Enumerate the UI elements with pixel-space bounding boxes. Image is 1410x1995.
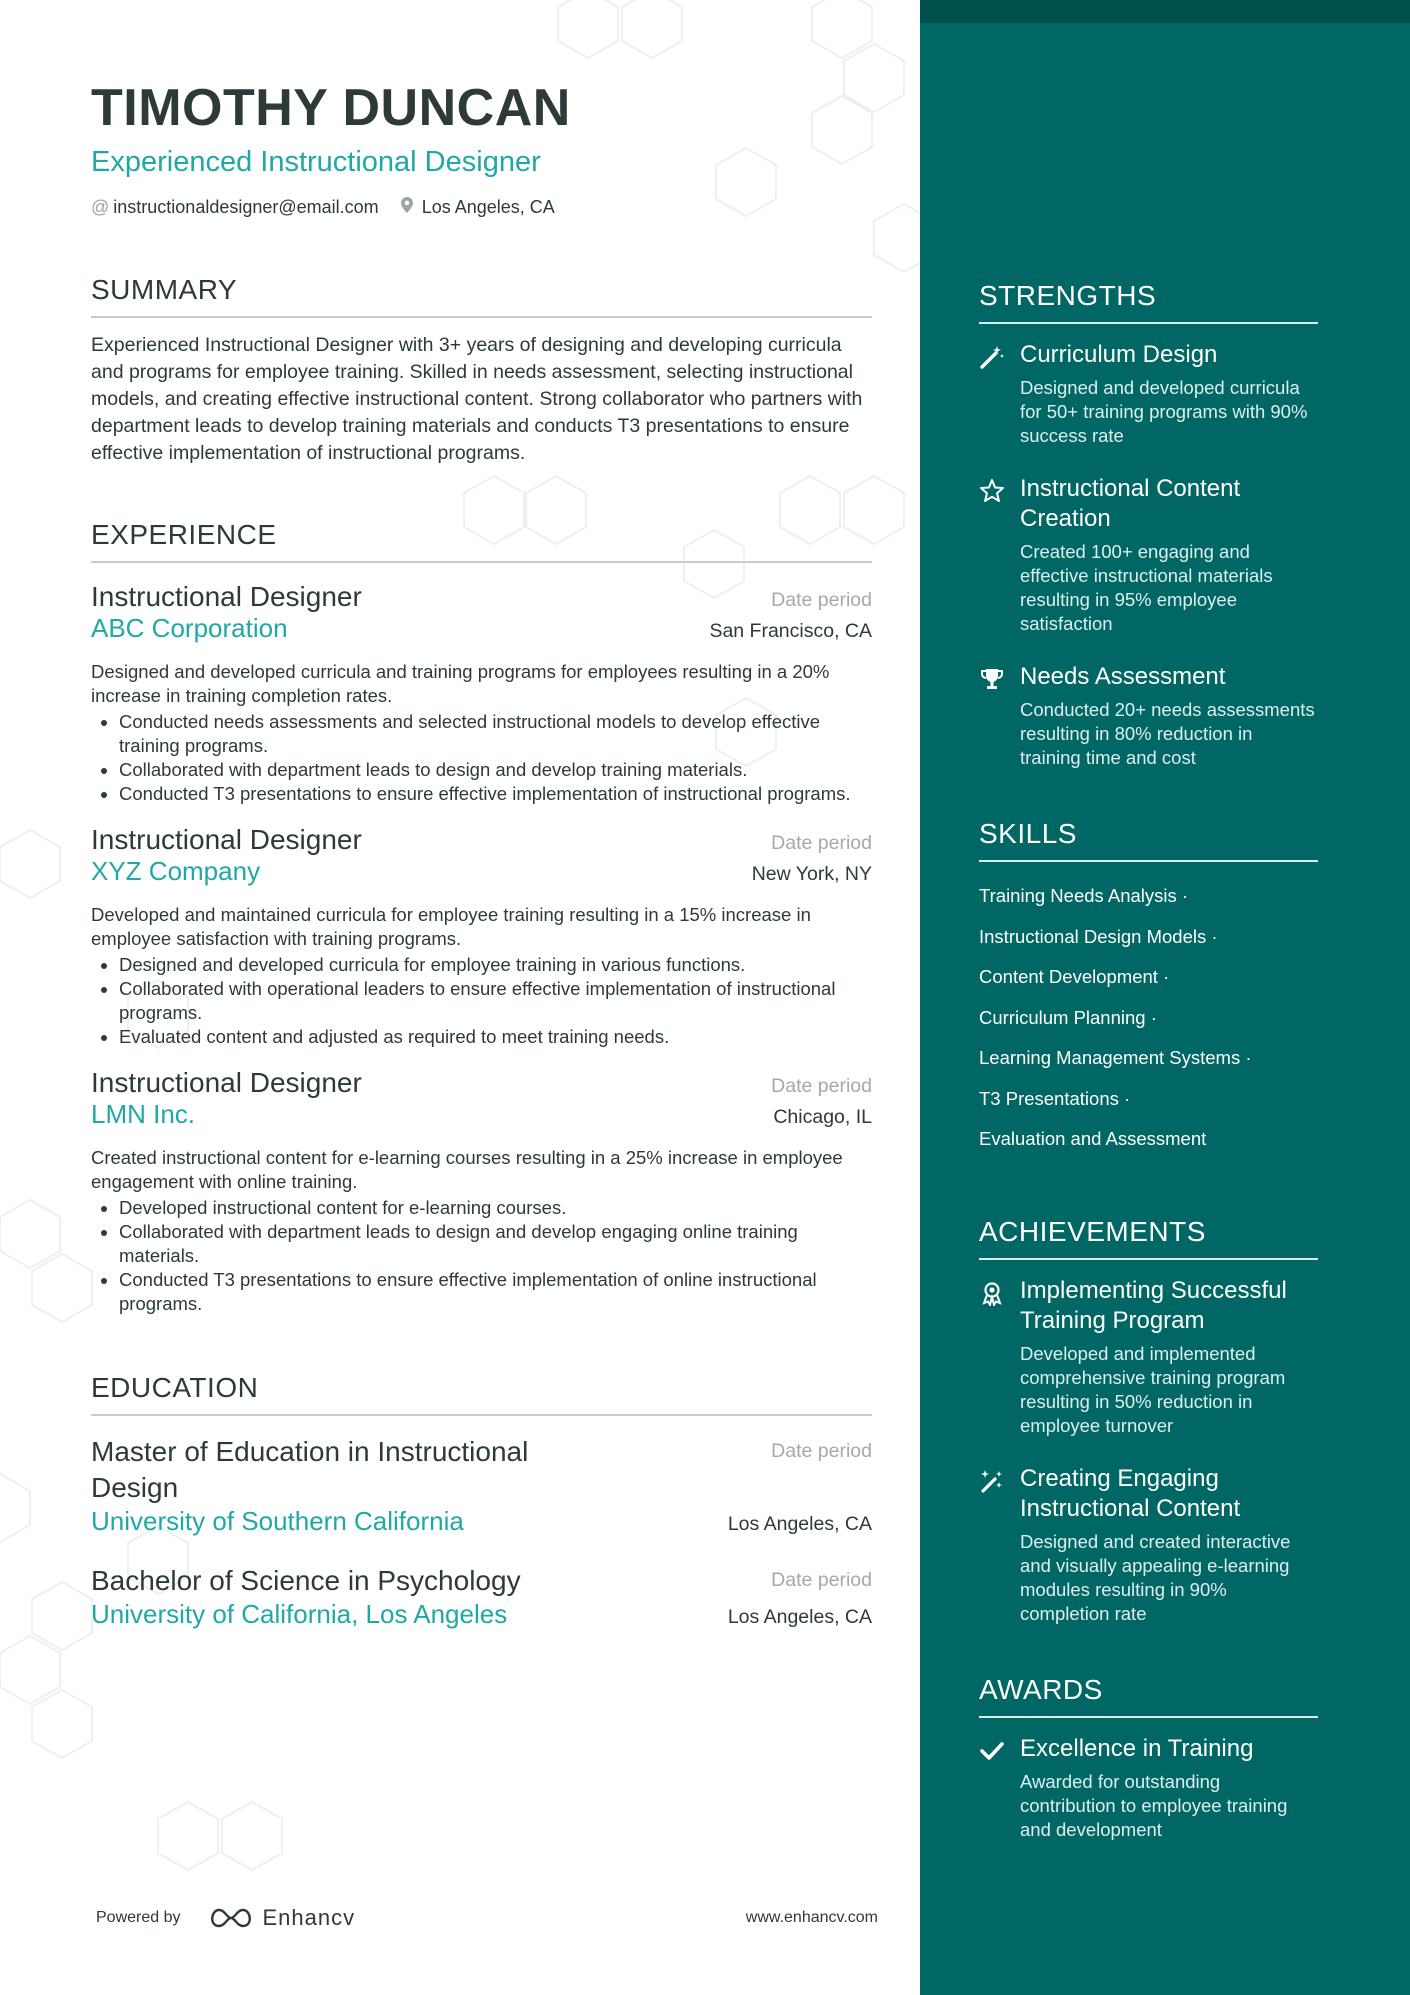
at-sign-icon: @ [91,197,110,217]
achievement-title: Creating Engaging Instructional Content [1020,1464,1241,1522]
job-bullets [91,953,872,1049]
achievement-description: Developed and implemented comprehensive training program resulting in 50% reduction in employee turnover [1020,1342,1286,1436]
skill-item: Training Needs Analysis · [979,885,1189,906]
awards-heading: AWARDS [979,1674,1318,1718]
strength-description: Designed and developed curricula for 50+ training programs with 90% success rate [1020,377,1308,446]
website-link[interactable]: www.enhancv.com [745,1909,878,1926]
job-bullet: • Conducted T3 presentations to ensure effective implementation of online instructional programs. [119,1268,872,1316]
location-pin-icon [401,197,418,217]
location-contact [401,197,555,218]
job-title: Instructional Designer [91,1067,362,1098]
candidate-name: TIMOTHY DUNCAN [91,79,571,137]
degree-title: Bachelor of Science in Psychology [91,1565,521,1596]
experience-entry [91,581,872,806]
company-name: XYZ Company [91,856,261,886]
job-bullet: • Collaborated with department leads to design and develop engaging online training materials. [119,1220,872,1268]
enhancv-logo[interactable] [207,1905,356,1931]
school-location: Los Angeles, CA [727,1513,872,1535]
skill-item: T3 Presentations · [979,1087,1131,1109]
strengths-section [979,280,1318,770]
main-column [91,70,872,1630]
sidebar [920,0,1410,1995]
job-title: Instructional Designer [91,581,362,612]
experience-heading: EXPERIENCE [91,519,872,563]
education-heading: EDUCATION [91,1372,872,1416]
strength-item [979,474,1318,636]
strength-title: Curriculum Design [1020,341,1218,368]
skill-item: Evaluation and Assessment [979,1128,1207,1149]
job-bullet: • Collaborated with department leads to design and develop training materials. [119,758,872,782]
achievement-item [979,1464,1318,1626]
achievements-heading: ACHIEVEMENTS [979,1216,1318,1260]
enhancv-logo-icon [207,1907,255,1929]
skills-heading: SKILLS [979,818,1318,862]
achievements-section [979,1216,1318,1626]
job-bullet: • Conducted T3 presentations to ensure effective implementation of instructional programs. [119,782,872,806]
company-name: LMN Inc. [91,1099,196,1129]
job-bullet: • Evaluated content and adjusted as required to meet training needs. [119,1025,872,1049]
job-date: Date period [771,1075,872,1097]
job-description: Designed and developed curricula and training programs for employees resulting in a 20% increase in training completion rates. [91,661,830,706]
experience-entry [91,824,872,1049]
job-location: Chicago, IL [773,1106,872,1128]
skills-section [979,818,1318,1160]
skills-list [979,876,1318,1160]
job-bullet: • Designed and developed curricula for employee training in various functions. [119,953,872,977]
achievement-description: Designed and created interactive and visually appealing e-learning modules resulting in 90% completion rate [1020,1530,1291,1624]
strength-item [979,662,1318,770]
award-item [979,1734,1318,1842]
strength-description: Conducted 20+ needs assessments resulting in 80% reduction in training time and cost [1020,699,1315,768]
education-date: Date period [771,1569,872,1591]
strength-description: Created 100+ engaging and effective instructional materials resulting in 95% employee satisfaction [1020,541,1273,634]
checkmark-icon [979,1734,1006,1842]
strength-item [979,340,1318,448]
awards-section [979,1674,1318,1842]
skill-item: Curriculum Planning · [979,1006,1157,1028]
job-bullet: • Collaborated with operational leaders to ensure effective implementation of instructional programs. [119,977,872,1025]
sidebar-top-bar [920,0,1410,23]
job-bullet: • Developed instructional content for e-learning courses. [119,1196,872,1220]
education-entry [91,1434,872,1537]
sidebar-content [979,280,1318,1842]
job-location: New York, NY [751,863,872,885]
achievement-title: Implementing Successful Training Program [1020,1276,1287,1334]
school-name: University of Southern California [91,1506,464,1536]
star-icon [979,474,1006,636]
summary-text: Experienced Instructional Designer with 3+ years of designing and developing curricula and programs for employee training. Skilled in needs assessment, selecting instructional models, and creating effective instructional content. Strong collaborator who partners with department leads to develop training materials and conducts T3 presentations to ensure effective implementation of instructional programs. [91,334,863,464]
school-location: Los Angeles, CA [727,1606,872,1628]
skill-item: Instructional Design Models · [979,925,1218,947]
skill-item: Learning Management Systems · [979,1047,1252,1068]
education-date: Date period [771,1440,872,1462]
experience-section [91,519,872,1316]
summary-section [91,274,872,467]
experience-entry [91,1067,872,1316]
footer [96,1905,878,1931]
strength-title: Needs Assessment [1020,663,1226,690]
achievement-item [979,1276,1318,1438]
education-section [91,1372,872,1630]
job-date: Date period [771,589,872,611]
powered-by-label: Powered by [96,1909,181,1926]
degree-title: Master of Education in Instructional Design [91,1436,529,1503]
strengths-heading: STRENGTHS [979,280,1318,324]
strength-title: Instructional Content Creation [1020,475,1241,532]
magic-sparkle-icon [979,1464,1006,1626]
powered-by [96,1905,355,1931]
job-description: Developed and maintained curricula for employee training resulting in a 15% increase in employee satisfaction with training programs. [91,904,811,949]
location-text: Los Angeles, CA [421,197,555,217]
email-contact[interactable] [91,197,379,218]
job-description: Created instructional content for e-learning courses resulting in a 25% increase in employee engagement with online training. [91,1147,843,1192]
candidate-tagline: Experienced Instructional Designer [91,146,541,178]
enhancv-logo-text: Enhancv [262,1905,356,1930]
email-text: instructionaldesigner@email.com [113,197,379,217]
education-entry [91,1563,872,1630]
skill-item: Content Development · [979,966,1170,987]
summary-heading: SUMMARY [91,274,872,318]
job-bullets [91,710,872,806]
magic-wand-icon [979,340,1006,448]
award-title: Excellence in Training [1020,1734,1254,1762]
contact-info [91,197,872,218]
job-bullets [91,1196,872,1316]
job-bullet: • Conducted needs assessments and selected instructional models to develop effective training programs. [119,710,872,758]
job-date: Date period [771,832,872,854]
company-name: ABC Corporation [91,613,288,643]
award-description: Awarded for outstanding contribution to employee training and development [1020,1770,1288,1840]
award-ribbon-icon [979,1276,1006,1438]
trophy-icon [979,662,1006,770]
job-title: Instructional Designer [91,824,362,855]
job-location: San Francisco, CA [709,620,872,642]
school-name: University of California, Los Angeles [91,1599,508,1629]
